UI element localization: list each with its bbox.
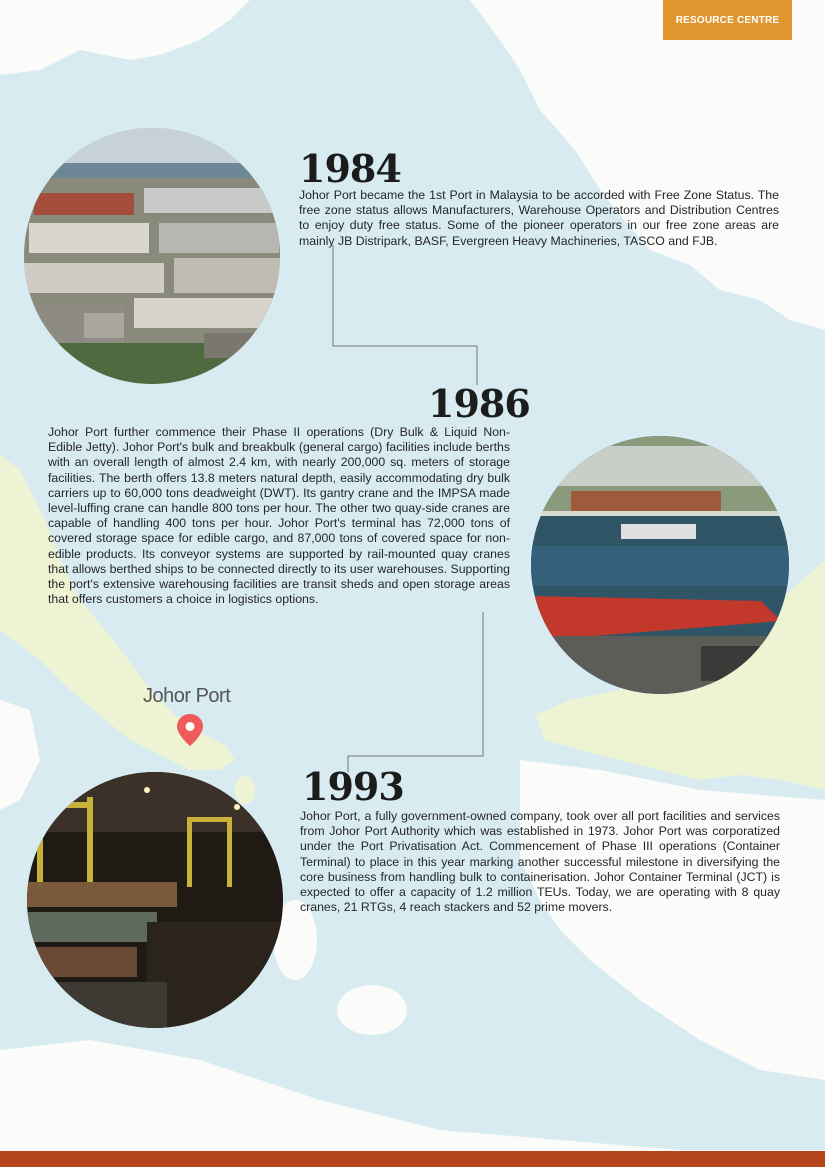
year-1993: 1993 <box>302 764 404 809</box>
year-1986: 1986 <box>428 381 530 426</box>
photo-1984-free-zone <box>24 128 280 384</box>
description-1986: Johor Port further commence their Phase II operations (Dry Bulk & Liquid Non-Edible Jetty). Johor Port's bulk and breakbulk (general cargo) facilities include berths with an overall length of almost 2.4 km, with nearly 200,000 sq. meters of storage facilities. The berth offers 13.8 meters natural depth, easily accommodating dry bulk carriers up to 60,000 tons deadweight (DWT). Its gantry crane and the IMPSA made level-luffing crane can handle 800 tons per hour. The other two quay-side cranes are capable of handling 400 tons per hour. Johor Port's terminal has 72,000 tons of covered storage space for edible cargo, and 87,000 tons of covered space for non-edible products. Its conveyor systems are supported by rail-mounted quay cranes that allows berthed ships to be connected directly to its user warehouses. Supporting the port's extensive warehousing facilities are transit sheds and open storage areas that offers customers a choice in logistics options. <box>48 425 510 607</box>
photo-1993-container-terminal <box>27 772 283 1028</box>
photo-1986-bulk-jetty <box>531 436 789 694</box>
footer-bar <box>0 1151 825 1167</box>
description-1984: Johor Port became the 1st Port in Malaysia to be accorded with Free Zone Status. The free zone status allows Manufacturers, Warehouse Operators and Distribution Centres to enjoy duty free status. Some of the pioneer operators in our free zone areas are mainly JB Distripark, BASF, Evergreen Heavy Machineries, TASCO and FJB. <box>299 188 779 248</box>
map-label-johor-port: Johor Port <box>143 685 231 707</box>
description-1993: Johor Port, a fully government-owned company, took over all port facilities and services from Johor Port Authority which was established in 1973. Johor Port was corporatized under the Port Privatisation Act. Commencement of Phase III operations (Container Terminal) to place in this year marking another successful milestone in diversifying the core business from handling bulk to containerisation. Johor Container Terminal (JCT) is expected to offer a capacity of 1.2 million TEUs. Today, we are operating with 8 quay cranes, 21 RTGs, 4 reach stackers and 52 prime movers. <box>300 809 780 915</box>
resource-centre-badge[interactable]: RESOURCE CENTRE <box>663 0 792 40</box>
year-1984: 1984 <box>299 146 401 191</box>
location-pin-icon[interactable] <box>177 714 203 746</box>
